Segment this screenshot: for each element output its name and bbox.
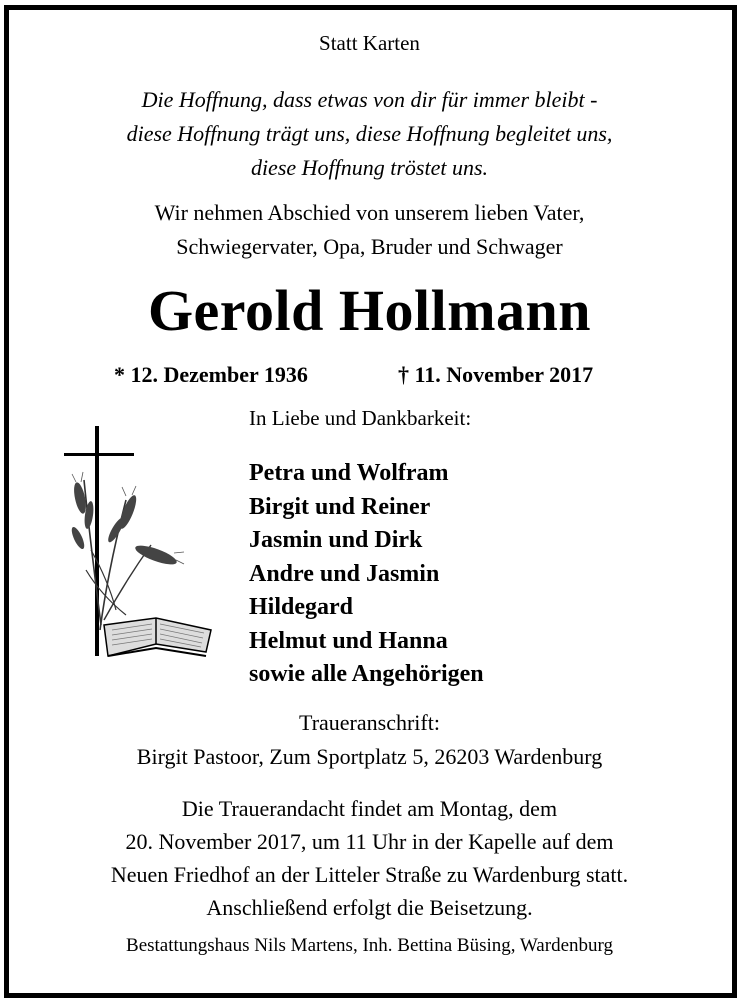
mourner-item: sowie alle Angehörigen <box>249 661 484 687</box>
quote-line-3: diese Hoffnung tröstet uns. <box>250 155 489 180</box>
intro-line-2: Schwiegervater, Opa, Bruder und Schwager <box>176 234 563 259</box>
mourner-item: Birgit und Reiner <box>249 493 431 520</box>
deceased-name: Gerold Hollmann <box>147 278 592 343</box>
funeral-home-text: Bestattungshaus Nils Martens, Inh. Bettina Büsing, Wardenburg <box>126 935 613 956</box>
service-line-1: Die Trauerandacht findet am Montag, dem <box>181 796 558 821</box>
quote-line-2: diese Hoffnung trägt uns, diese Hoffnung begleitet uns, <box>126 121 613 146</box>
service-line-4: Anschließend erfolgt die Beisetzung. <box>206 895 533 920</box>
mourner-item: Hildegard <box>249 594 354 620</box>
quote-line-1: Die Hoffnung, dass etwas von dir für immer bleibt - <box>141 87 598 112</box>
address-text: Birgit Pastoor, Zum Sportplatz 5, 26203 Wardenburg <box>136 744 603 769</box>
address-label: Traueranschrift: <box>299 710 440 735</box>
death-date: † 11. November 2017 <box>398 362 594 387</box>
service-line-3: Neuen Friedhof an der Litteler Straße zu Wardenburg statt. <box>110 862 629 887</box>
mourner-item: Jasmin und Dirk <box>249 527 423 553</box>
intro-line-1: Wir nehmen Abschied von unserem lieben Vater, <box>154 200 585 225</box>
mourner-item: Helmut und Hanna <box>249 627 448 654</box>
mourner-item: Andre und Jasmin <box>249 560 440 587</box>
mourners-list <box>249 457 484 692</box>
mourner-item: Petra und Wolfram <box>249 460 449 486</box>
thanks-line: In Liebe und Dankbarkeit: <box>249 406 472 430</box>
header-text: Statt Karten <box>319 31 420 55</box>
cross-wheat-bible-icon <box>56 420 222 665</box>
service-line-2: 20. November 2017, um 11 Uhr in der Kapelle auf dem <box>125 829 614 854</box>
birth-date: * 12. Dezember 1936 <box>114 362 308 387</box>
